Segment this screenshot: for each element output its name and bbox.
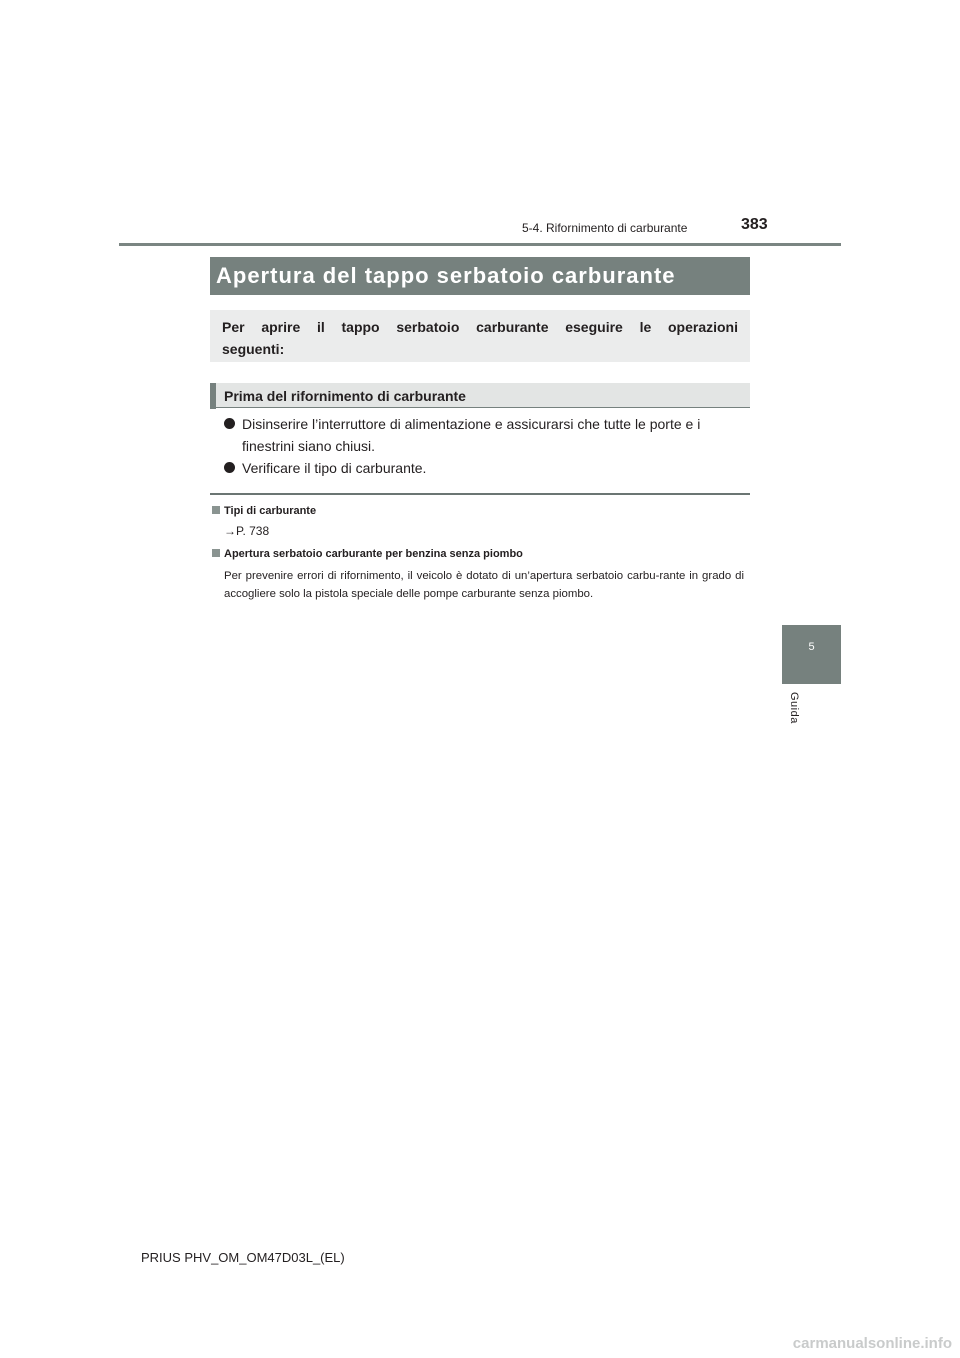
subsection-header-accent — [210, 383, 216, 409]
square-bullet-icon — [212, 549, 220, 557]
page-number: 383 — [741, 216, 768, 233]
chapter-number: 5 — [808, 641, 815, 653]
list-item — [222, 413, 750, 457]
subsection-header — [210, 383, 750, 407]
section-divider — [210, 493, 750, 495]
chapter-name: Guida — [788, 692, 800, 724]
list-item-text: Disinserire l’interruttore di alimentazione e assicurarsi che tutte le porte e i finestrini siano chiusi. — [242, 416, 701, 454]
subsection-rule — [210, 407, 750, 408]
note-body: Per prevenire errori di rifornimento, il veicolo è dotato di un’apertura serbatoio carbu-rante in grado di accogliere solo la pistola speciale delle pompe carburante senza piombo. — [224, 570, 744, 600]
footer-document-code: PRIUS PHV_OM_OM47D03L_(EL) — [141, 1250, 345, 1265]
bullet-dot-icon — [224, 462, 235, 473]
page-reference-link[interactable]: →P. 738 — [224, 524, 270, 538]
subsection-title: Prima del rifornimento di carburante — [224, 388, 466, 404]
list-item-text: Verificare il tipo di carburante. — [242, 460, 427, 476]
page-title: Apertura del tappo serbatoio carburante — [216, 263, 676, 288]
chapter-tab — [782, 625, 841, 684]
note-title: Apertura serbatoio carburante per benzina senza piombo — [224, 548, 523, 560]
square-bullet-icon — [212, 506, 220, 514]
title-bar — [210, 257, 750, 295]
watermark: carmanualsonline.info — [792, 1335, 952, 1352]
bullet-dot-icon — [224, 418, 235, 429]
note-heading — [212, 546, 523, 562]
section-label: 5-4. Rifornimento di carburante — [522, 221, 688, 235]
list-item — [222, 457, 750, 479]
header-rule — [119, 243, 841, 246]
intro-box — [210, 310, 750, 362]
intro-text: Per aprire il tappo serbatoio carburante eseguire le operazioni seguenti: — [222, 319, 738, 357]
note-heading — [212, 503, 316, 519]
note-title: Tipi di carburante — [224, 505, 317, 517]
